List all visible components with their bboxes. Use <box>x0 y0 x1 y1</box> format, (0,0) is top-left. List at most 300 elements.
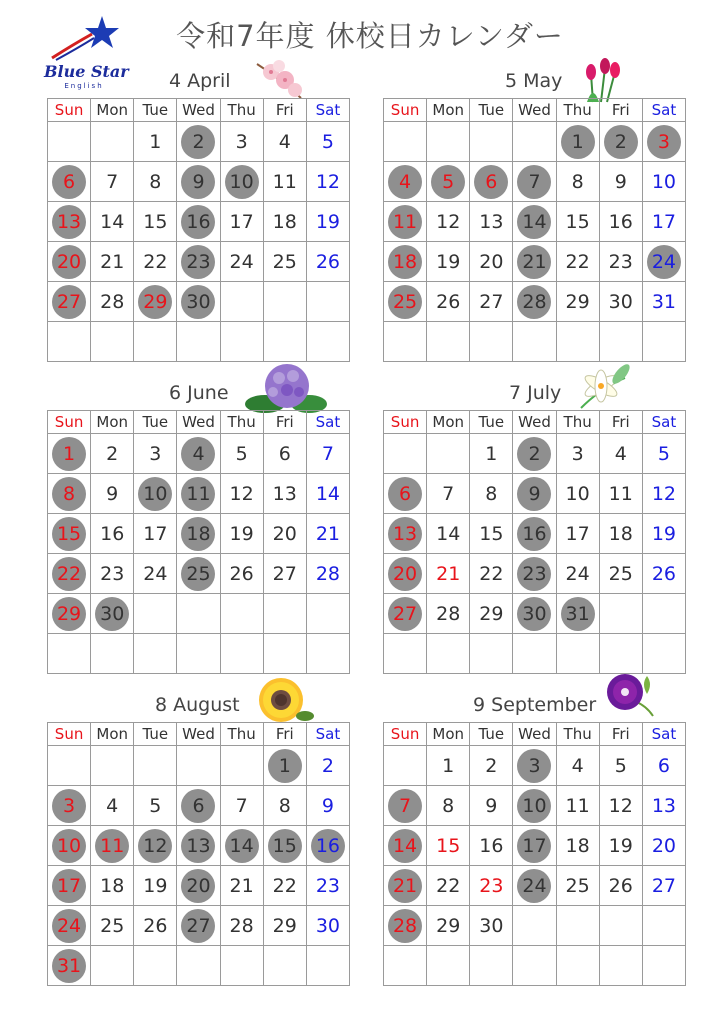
day-cell: 21 <box>306 514 349 554</box>
day-cell: 26 <box>134 906 177 946</box>
closed-day-marker: 27 <box>181 909 215 943</box>
weekday-label: Tue <box>470 723 513 746</box>
day-cell <box>263 634 306 674</box>
day-cell: 22 <box>556 242 599 282</box>
week-row <box>384 122 686 162</box>
day-cell <box>384 122 427 162</box>
weekday-label: Mon <box>91 723 134 746</box>
day-cell <box>48 786 91 826</box>
weekday-label: Thu <box>556 99 599 122</box>
day-cell: 18 <box>599 514 642 554</box>
weekday-label: Sun <box>48 411 91 434</box>
day-cell <box>48 554 91 594</box>
day-cell <box>48 474 91 514</box>
closed-day-marker: 14 <box>388 829 422 863</box>
day-cell <box>513 866 556 906</box>
logo-name: Blue Star <box>44 62 129 81</box>
day-cell <box>177 826 220 866</box>
day-cell: 5 <box>134 786 177 826</box>
day-cell <box>48 514 91 554</box>
day-cell: 19 <box>642 514 685 554</box>
day-cell: 9 <box>599 162 642 202</box>
weekday-label: Sun <box>384 411 427 434</box>
closed-day-marker: 18 <box>388 245 422 279</box>
day-cell <box>513 322 556 362</box>
day-cell: 22 <box>470 554 513 594</box>
day-cell <box>48 826 91 866</box>
weekday-label: Wed <box>177 99 220 122</box>
week-row <box>48 786 350 826</box>
day-cell <box>48 162 91 202</box>
day-cell <box>91 122 134 162</box>
closed-day-marker: 27 <box>52 285 86 319</box>
day-cell <box>599 322 642 362</box>
day-cell <box>427 634 470 674</box>
day-cell <box>134 282 177 322</box>
closed-day-marker: 9 <box>517 477 551 511</box>
closed-day-marker: 13 <box>181 829 215 863</box>
day-cell <box>556 322 599 362</box>
day-cell <box>91 634 134 674</box>
day-cell <box>513 946 556 986</box>
day-cell: 30 <box>306 906 349 946</box>
closed-day-marker: 15 <box>52 517 86 551</box>
day-cell <box>177 322 220 362</box>
day-cell: 6 <box>263 434 306 474</box>
day-cell: 7 <box>427 474 470 514</box>
day-cell <box>470 122 513 162</box>
day-cell <box>642 906 685 946</box>
closed-day-marker: 2 <box>517 437 551 471</box>
closed-day-marker: 10 <box>52 829 86 863</box>
closed-day-marker: 30 <box>517 597 551 631</box>
week-row <box>48 322 350 362</box>
star-icon <box>44 14 124 64</box>
closed-day-marker: 10 <box>517 789 551 823</box>
week-row <box>48 634 350 674</box>
day-cell <box>513 162 556 202</box>
day-cell: 24 <box>556 554 599 594</box>
day-cell: 23 <box>470 866 513 906</box>
closed-day-marker: 2 <box>181 125 215 159</box>
weekday-label: Wed <box>513 99 556 122</box>
month-title: 6 June <box>169 382 229 404</box>
day-cell <box>642 594 685 634</box>
weekday-label: Mon <box>427 99 470 122</box>
closed-day-marker: 29 <box>138 285 172 319</box>
day-cell <box>384 322 427 362</box>
lily-icon <box>571 358 631 408</box>
closed-day-marker: 15 <box>268 829 302 863</box>
day-cell: 4 <box>91 786 134 826</box>
day-cell <box>384 162 427 202</box>
month-title: 9 September <box>473 694 597 716</box>
closed-day-marker: 4 <box>181 437 215 471</box>
calendar-grid <box>47 722 350 986</box>
day-cell <box>642 322 685 362</box>
day-cell <box>177 946 220 986</box>
week-row <box>48 474 350 514</box>
calendar-grid <box>383 410 686 674</box>
week-row <box>48 746 350 786</box>
weekday-header <box>48 411 350 434</box>
closed-day-marker: 27 <box>388 597 422 631</box>
day-cell: 14 <box>91 202 134 242</box>
closed-day-marker: 20 <box>181 869 215 903</box>
weekday-label: Fri <box>599 99 642 122</box>
morning-glory-icon <box>601 670 661 720</box>
day-cell <box>384 242 427 282</box>
page-title: 令和7年度 休校日カレンダー <box>176 19 564 53</box>
weekday-label: Mon <box>91 99 134 122</box>
closed-day-marker: 22 <box>52 557 86 591</box>
day-cell <box>177 122 220 162</box>
day-cell <box>384 434 427 474</box>
day-cell: 7 <box>91 162 134 202</box>
weekday-label: Sat <box>642 99 685 122</box>
week-row <box>384 866 686 906</box>
weekday-header <box>384 723 686 746</box>
closed-day-marker: 3 <box>517 749 551 783</box>
day-cell <box>427 946 470 986</box>
day-cell <box>556 122 599 162</box>
day-cell: 22 <box>263 866 306 906</box>
day-cell: 17 <box>556 514 599 554</box>
day-cell: 17 <box>134 514 177 554</box>
weekday-header <box>48 723 350 746</box>
day-cell: 15 <box>556 202 599 242</box>
day-cell <box>384 282 427 322</box>
day-cell <box>513 434 556 474</box>
sunflower-icon <box>255 676 315 726</box>
week-row <box>384 946 686 986</box>
day-cell <box>470 322 513 362</box>
week-row <box>384 746 686 786</box>
day-cell <box>306 282 349 322</box>
week-row <box>48 514 350 554</box>
weekday-label: Sat <box>306 99 349 122</box>
day-cell <box>306 322 349 362</box>
day-cell: 26 <box>427 282 470 322</box>
day-cell: 12 <box>220 474 263 514</box>
closed-day-marker: 12 <box>138 829 172 863</box>
weekday-label: Thu <box>220 723 263 746</box>
week-row <box>384 282 686 322</box>
closed-day-marker: 20 <box>388 557 422 591</box>
day-cell: 26 <box>306 242 349 282</box>
week-row <box>48 946 350 986</box>
closed-day-marker: 20 <box>52 245 86 279</box>
day-cell <box>513 122 556 162</box>
day-cell: 19 <box>599 826 642 866</box>
weekday-label: Sat <box>306 723 349 746</box>
closed-day-marker: 30 <box>181 285 215 319</box>
day-cell <box>177 242 220 282</box>
day-cell <box>48 594 91 634</box>
day-cell <box>513 474 556 514</box>
day-cell <box>556 634 599 674</box>
day-cell: 4 <box>263 122 306 162</box>
day-cell: 8 <box>556 162 599 202</box>
day-cell <box>306 946 349 986</box>
day-cell <box>470 162 513 202</box>
day-cell: 22 <box>427 866 470 906</box>
day-cell: 5 <box>599 746 642 786</box>
week-row <box>384 786 686 826</box>
week-row <box>384 514 686 554</box>
weekday-label: Tue <box>134 99 177 122</box>
day-cell <box>513 282 556 322</box>
closed-day-marker: 25 <box>388 285 422 319</box>
weekday-label: Mon <box>91 411 134 434</box>
day-cell: 29 <box>427 906 470 946</box>
day-cell: 27 <box>263 554 306 594</box>
weekday-label: Fri <box>599 723 642 746</box>
weekday-label: Tue <box>134 411 177 434</box>
weekday-header <box>384 411 686 434</box>
weekday-label: Sun <box>384 99 427 122</box>
calendar-grid <box>47 98 350 362</box>
day-cell: 20 <box>263 514 306 554</box>
day-cell <box>91 826 134 866</box>
day-cell <box>599 594 642 634</box>
weekday-label: Tue <box>470 99 513 122</box>
day-cell <box>177 474 220 514</box>
week-row <box>48 594 350 634</box>
day-cell <box>513 634 556 674</box>
weekday-label: Mon <box>427 723 470 746</box>
day-cell: 20 <box>642 826 685 866</box>
weekday-label: Thu <box>220 411 263 434</box>
day-cell <box>48 242 91 282</box>
week-row <box>384 634 686 674</box>
week-row <box>48 866 350 906</box>
weekday-label: Thu <box>220 99 263 122</box>
day-cell <box>427 122 470 162</box>
day-cell <box>220 594 263 634</box>
closed-day-marker: 3 <box>52 789 86 823</box>
closed-day-marker: 9 <box>181 165 215 199</box>
day-cell <box>91 746 134 786</box>
closed-day-marker: 17 <box>517 829 551 863</box>
closed-day-marker: 16 <box>517 517 551 551</box>
weekday-label: Wed <box>177 411 220 434</box>
day-cell <box>220 162 263 202</box>
closed-day-marker: 29 <box>52 597 86 631</box>
weekday-label: Sun <box>48 99 91 122</box>
weekday-label: Tue <box>134 723 177 746</box>
day-cell: 21 <box>427 554 470 594</box>
day-cell: 28 <box>427 594 470 634</box>
calendar-grid <box>383 722 686 986</box>
day-cell: 30 <box>599 282 642 322</box>
day-cell: 5 <box>642 434 685 474</box>
day-cell <box>513 906 556 946</box>
weekday-label: Wed <box>513 411 556 434</box>
week-row <box>384 162 686 202</box>
closed-day-marker: 7 <box>517 165 551 199</box>
day-cell: 23 <box>91 554 134 594</box>
day-cell: 27 <box>642 866 685 906</box>
day-cell: 25 <box>263 242 306 282</box>
closed-day-marker: 31 <box>52 949 86 983</box>
closed-day-marker: 5 <box>431 165 465 199</box>
week-row <box>48 826 350 866</box>
closed-day-marker: 10 <box>225 165 259 199</box>
day-cell: 26 <box>642 554 685 594</box>
day-cell <box>556 946 599 986</box>
day-cell: 14 <box>427 514 470 554</box>
closed-day-marker: 11 <box>181 477 215 511</box>
weekday-label: Fri <box>263 723 306 746</box>
day-cell <box>642 242 685 282</box>
day-cell <box>177 514 220 554</box>
closed-day-marker: 18 <box>181 517 215 551</box>
day-cell: 23 <box>306 866 349 906</box>
day-cell: 1 <box>427 746 470 786</box>
day-cell <box>220 282 263 322</box>
closed-day-marker: 2 <box>604 125 638 159</box>
closed-day-marker: 6 <box>474 165 508 199</box>
day-cell: 18 <box>263 202 306 242</box>
day-cell <box>556 906 599 946</box>
logo-subtitle: English <box>64 82 104 90</box>
week-row <box>384 434 686 474</box>
weekday-label: Tue <box>470 411 513 434</box>
closed-day-marker: 14 <box>517 205 551 239</box>
day-cell: 28 <box>220 906 263 946</box>
day-cell: 13 <box>642 786 685 826</box>
day-cell: 11 <box>556 786 599 826</box>
day-cell <box>642 122 685 162</box>
week-row <box>48 122 350 162</box>
day-cell: 28 <box>306 554 349 594</box>
day-cell: 1 <box>134 122 177 162</box>
day-cell <box>134 594 177 634</box>
day-cell: 21 <box>220 866 263 906</box>
day-cell <box>48 202 91 242</box>
day-cell: 19 <box>134 866 177 906</box>
day-cell <box>263 322 306 362</box>
week-row <box>384 474 686 514</box>
day-cell <box>384 826 427 866</box>
day-cell: 12 <box>427 202 470 242</box>
day-cell: 2 <box>91 434 134 474</box>
closed-day-marker: 28 <box>517 285 551 319</box>
day-cell: 2 <box>306 746 349 786</box>
day-cell <box>599 946 642 986</box>
day-cell: 26 <box>599 866 642 906</box>
day-cell: 4 <box>556 746 599 786</box>
day-cell <box>427 434 470 474</box>
day-cell: 7 <box>306 434 349 474</box>
day-cell: 4 <box>599 434 642 474</box>
weekday-label: Sat <box>306 411 349 434</box>
month-title: 5 May <box>505 70 563 92</box>
day-cell: 2 <box>470 746 513 786</box>
day-cell: 13 <box>263 474 306 514</box>
day-cell <box>642 634 685 674</box>
day-cell <box>263 946 306 986</box>
week-row <box>384 202 686 242</box>
day-cell <box>306 826 349 866</box>
day-cell <box>177 634 220 674</box>
closed-day-marker: 14 <box>225 829 259 863</box>
closed-day-marker: 6 <box>52 165 86 199</box>
day-cell <box>177 202 220 242</box>
day-cell <box>513 786 556 826</box>
day-cell: 29 <box>263 906 306 946</box>
day-cell <box>513 242 556 282</box>
day-cell <box>134 474 177 514</box>
day-cell: 31 <box>642 282 685 322</box>
calendar-grid <box>47 410 350 674</box>
day-cell: 8 <box>470 474 513 514</box>
day-cell: 30 <box>470 906 513 946</box>
weekday-label: Wed <box>177 723 220 746</box>
day-cell <box>177 866 220 906</box>
weekday-label: Thu <box>556 723 599 746</box>
day-cell: 3 <box>220 122 263 162</box>
closed-day-marker: 7 <box>388 789 422 823</box>
week-row <box>48 434 350 474</box>
closed-day-marker: 11 <box>388 205 422 239</box>
day-cell: 27 <box>470 282 513 322</box>
week-row <box>384 322 686 362</box>
week-row <box>48 162 350 202</box>
week-row <box>48 282 350 322</box>
day-cell: 18 <box>91 866 134 906</box>
day-cell <box>220 634 263 674</box>
week-row <box>384 554 686 594</box>
day-cell <box>91 946 134 986</box>
day-cell: 15 <box>427 826 470 866</box>
weekday-label: Sat <box>642 411 685 434</box>
day-cell <box>513 554 556 594</box>
weekday-label: Sun <box>48 723 91 746</box>
day-cell <box>48 634 91 674</box>
day-cell: 28 <box>91 282 134 322</box>
day-cell <box>48 746 91 786</box>
weekday-label: Fri <box>599 411 642 434</box>
day-cell <box>48 322 91 362</box>
closed-day-marker: 21 <box>517 245 551 279</box>
day-cell <box>513 202 556 242</box>
week-row <box>384 906 686 946</box>
day-cell <box>384 634 427 674</box>
week-row <box>384 594 686 634</box>
day-cell <box>513 746 556 786</box>
month-title: 4 April <box>169 70 231 92</box>
closed-day-marker: 1 <box>561 125 595 159</box>
day-cell <box>134 746 177 786</box>
day-cell <box>177 282 220 322</box>
day-cell: 16 <box>470 826 513 866</box>
day-cell: 24 <box>134 554 177 594</box>
day-cell: 8 <box>427 786 470 826</box>
closed-day-marker: 24 <box>517 869 551 903</box>
logo <box>44 14 129 94</box>
day-cell <box>513 594 556 634</box>
day-cell <box>134 634 177 674</box>
day-cell: 8 <box>263 786 306 826</box>
day-cell <box>263 594 306 634</box>
day-cell <box>48 866 91 906</box>
closed-day-marker: 6 <box>388 477 422 511</box>
day-cell <box>384 474 427 514</box>
day-cell: 1 <box>470 434 513 474</box>
day-cell <box>384 594 427 634</box>
